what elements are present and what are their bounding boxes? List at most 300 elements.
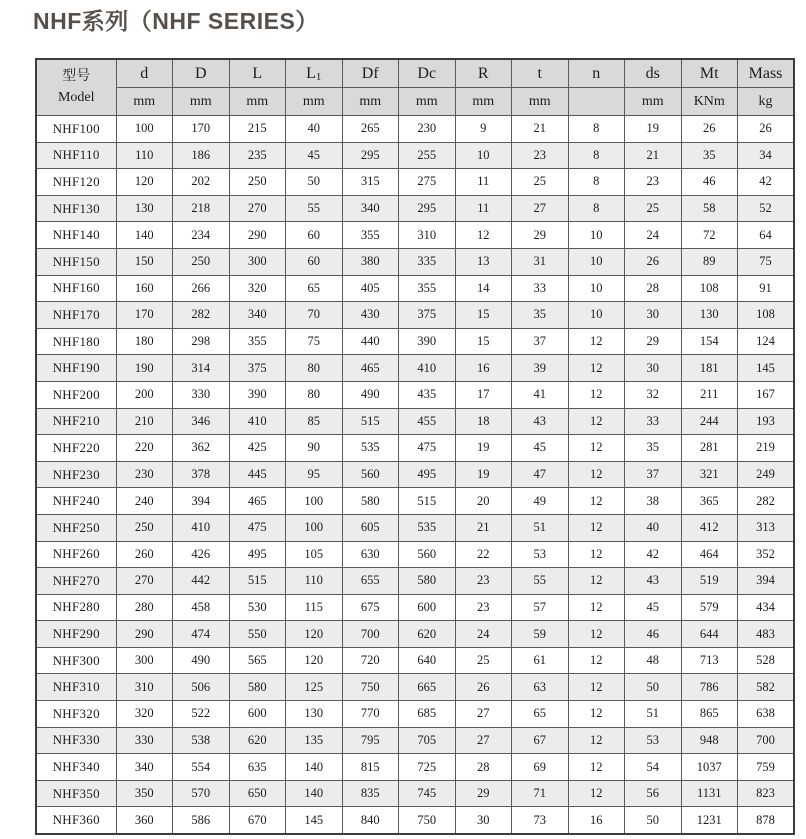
value-cell: 219 <box>738 435 795 462</box>
value-cell: 528 <box>738 647 795 674</box>
value-cell: 795 <box>342 727 399 754</box>
value-cell: 560 <box>342 461 399 488</box>
value-cell: 1131 <box>681 780 738 807</box>
value-cell: 310 <box>399 222 456 249</box>
value-cell: 605 <box>342 514 399 541</box>
model-cell: NHF140 <box>36 222 116 249</box>
value-cell: 80 <box>286 355 343 382</box>
value-cell: 644 <box>681 621 738 648</box>
column-header-model-en: Model <box>57 89 95 105</box>
model-cell: NHF260 <box>36 541 116 568</box>
model-cell: NHF150 <box>36 248 116 275</box>
model-cell: NHF350 <box>36 780 116 807</box>
value-cell: 260 <box>116 541 173 568</box>
value-cell: 10 <box>568 248 625 275</box>
value-cell: 35 <box>512 302 569 329</box>
value-cell: 10 <box>568 275 625 302</box>
value-cell: 340 <box>229 302 286 329</box>
value-cell: 30 <box>455 807 512 834</box>
value-cell: 145 <box>738 355 795 382</box>
table-row <box>36 594 794 621</box>
table-row <box>36 754 794 781</box>
model-cell: NHF180 <box>36 328 116 355</box>
value-cell: 360 <box>116 807 173 834</box>
value-cell: 55 <box>286 195 343 222</box>
value-cell: 23 <box>455 568 512 595</box>
value-cell: 32 <box>625 381 682 408</box>
value-cell: 560 <box>399 541 456 568</box>
value-cell: 130 <box>681 302 738 329</box>
value-cell: 21 <box>512 116 569 143</box>
value-cell: 12 <box>568 754 625 781</box>
value-cell: 295 <box>399 195 456 222</box>
value-cell: 580 <box>229 674 286 701</box>
value-cell: 42 <box>625 541 682 568</box>
value-cell: 29 <box>625 328 682 355</box>
value-cell: 490 <box>173 647 230 674</box>
value-cell: 700 <box>342 621 399 648</box>
value-cell: 620 <box>399 621 456 648</box>
value-cell: 89 <box>681 248 738 275</box>
value-cell: 394 <box>738 568 795 595</box>
value-cell: 483 <box>738 621 795 648</box>
value-cell: 38 <box>625 488 682 515</box>
value-cell: 67 <box>512 727 569 754</box>
value-cell: 458 <box>173 594 230 621</box>
value-cell: 426 <box>173 541 230 568</box>
value-cell: 120 <box>286 647 343 674</box>
value-cell: 160 <box>116 275 173 302</box>
value-cell: 170 <box>173 116 230 143</box>
value-cell: 12 <box>568 541 625 568</box>
value-cell: 19 <box>455 435 512 462</box>
value-cell: 24 <box>625 222 682 249</box>
column-header-label: ds <box>625 59 682 88</box>
value-cell: 570 <box>173 780 230 807</box>
value-cell: 300 <box>116 647 173 674</box>
value-cell: 11 <box>455 195 512 222</box>
value-cell: 120 <box>116 169 173 196</box>
table-row <box>36 727 794 754</box>
value-cell: 266 <box>173 275 230 302</box>
value-cell: 290 <box>116 621 173 648</box>
value-cell: 340 <box>116 754 173 781</box>
value-cell: 115 <box>286 594 343 621</box>
value-cell: 8 <box>568 142 625 169</box>
model-cell: NHF290 <box>36 621 116 648</box>
value-cell: 434 <box>738 594 795 621</box>
value-cell: 250 <box>229 169 286 196</box>
value-cell: 320 <box>116 701 173 728</box>
value-cell: 53 <box>512 541 569 568</box>
model-cell: NHF270 <box>36 568 116 595</box>
value-cell: 72 <box>681 222 738 249</box>
column-header-label: L <box>229 59 286 88</box>
model-cell: NHF230 <box>36 461 116 488</box>
value-cell: 145 <box>286 807 343 834</box>
value-cell: 640 <box>399 647 456 674</box>
value-cell: 412 <box>681 514 738 541</box>
model-cell: NHF240 <box>36 488 116 515</box>
value-cell: 69 <box>512 754 569 781</box>
value-cell: 378 <box>173 461 230 488</box>
model-cell: NHF100 <box>36 116 116 143</box>
value-cell: 320 <box>229 275 286 302</box>
value-cell: 51 <box>512 514 569 541</box>
value-cell: 282 <box>738 488 795 515</box>
value-cell: 282 <box>173 302 230 329</box>
value-cell: 26 <box>625 248 682 275</box>
value-cell: 50 <box>625 674 682 701</box>
value-cell: 8 <box>568 169 625 196</box>
model-cell: NHF190 <box>36 355 116 382</box>
value-cell: 45 <box>286 142 343 169</box>
value-cell: 167 <box>738 381 795 408</box>
value-cell: 181 <box>681 355 738 382</box>
value-cell: 362 <box>173 435 230 462</box>
model-cell: NHF160 <box>36 275 116 302</box>
value-cell: 26 <box>681 116 738 143</box>
value-cell: 23 <box>625 169 682 196</box>
table-row <box>36 568 794 595</box>
value-cell: 582 <box>738 674 795 701</box>
value-cell: 60 <box>286 222 343 249</box>
value-cell: 63 <box>512 674 569 701</box>
value-cell: 475 <box>229 514 286 541</box>
value-cell: 586 <box>173 807 230 834</box>
value-cell: 19 <box>625 116 682 143</box>
table-row <box>36 541 794 568</box>
table-row <box>36 275 794 302</box>
column-header-unit: KNm <box>681 88 738 116</box>
value-cell: 835 <box>342 780 399 807</box>
value-cell: 71 <box>512 780 569 807</box>
value-cell: 65 <box>512 701 569 728</box>
value-cell: 130 <box>286 701 343 728</box>
value-cell: 350 <box>116 780 173 807</box>
value-cell: 211 <box>681 381 738 408</box>
value-cell: 445 <box>229 461 286 488</box>
value-cell: 80 <box>286 381 343 408</box>
value-cell: 313 <box>738 514 795 541</box>
value-cell: 140 <box>116 222 173 249</box>
value-cell: 73 <box>512 807 569 834</box>
value-cell: 100 <box>116 116 173 143</box>
model-cell: NHF170 <box>36 302 116 329</box>
value-cell: 538 <box>173 727 230 754</box>
value-cell: 440 <box>342 328 399 355</box>
header-unit-row <box>36 88 794 116</box>
table-row <box>36 116 794 143</box>
value-cell: 9 <box>455 116 512 143</box>
value-cell: 35 <box>681 142 738 169</box>
value-cell: 30 <box>625 302 682 329</box>
value-cell: 100 <box>286 488 343 515</box>
table-body <box>36 116 794 835</box>
value-cell: 14 <box>455 275 512 302</box>
column-header-model <box>36 59 116 116</box>
value-cell: 43 <box>512 408 569 435</box>
table-row <box>36 674 794 701</box>
value-cell: 30 <box>625 355 682 382</box>
value-cell: 475 <box>399 435 456 462</box>
column-header-label: Df <box>342 59 399 88</box>
value-cell: 193 <box>738 408 795 435</box>
table-row <box>36 514 794 541</box>
value-cell: 255 <box>399 142 456 169</box>
value-cell: 12 <box>568 594 625 621</box>
table-row <box>36 647 794 674</box>
value-cell: 15 <box>455 302 512 329</box>
value-cell: 70 <box>286 302 343 329</box>
value-cell: 720 <box>342 647 399 674</box>
value-cell: 280 <box>116 594 173 621</box>
value-cell: 54 <box>625 754 682 781</box>
table-row <box>36 435 794 462</box>
value-cell: 27 <box>455 701 512 728</box>
value-cell: 12 <box>568 488 625 515</box>
value-cell: 47 <box>512 461 569 488</box>
model-cell: NHF210 <box>36 408 116 435</box>
value-cell: 140 <box>286 754 343 781</box>
column-header-label: t <box>512 59 569 88</box>
value-cell: 20 <box>455 488 512 515</box>
value-cell: 55 <box>512 568 569 595</box>
value-cell: 630 <box>342 541 399 568</box>
value-cell: 64 <box>738 222 795 249</box>
value-cell: 878 <box>738 807 795 834</box>
value-cell: 28 <box>625 275 682 302</box>
column-header-unit: mm <box>455 88 512 116</box>
value-cell: 786 <box>681 674 738 701</box>
value-cell: 554 <box>173 754 230 781</box>
value-cell: 650 <box>229 780 286 807</box>
value-cell: 17 <box>455 381 512 408</box>
value-cell: 48 <box>625 647 682 674</box>
value-cell: 40 <box>286 116 343 143</box>
table-row <box>36 381 794 408</box>
column-header-unit: mm <box>512 88 569 116</box>
column-header-label: Dc <box>399 59 456 88</box>
value-cell: 16 <box>568 807 625 834</box>
table-row <box>36 461 794 488</box>
value-cell: 24 <box>455 621 512 648</box>
value-cell: 230 <box>116 461 173 488</box>
value-cell: 10 <box>455 142 512 169</box>
value-cell: 295 <box>342 142 399 169</box>
value-cell: 218 <box>173 195 230 222</box>
value-cell: 700 <box>738 727 795 754</box>
value-cell: 186 <box>173 142 230 169</box>
value-cell: 12 <box>568 701 625 728</box>
value-cell: 18 <box>455 408 512 435</box>
value-cell: 8 <box>568 116 625 143</box>
value-cell: 21 <box>625 142 682 169</box>
value-cell: 27 <box>512 195 569 222</box>
value-cell: 315 <box>342 169 399 196</box>
value-cell: 515 <box>342 408 399 435</box>
value-cell: 580 <box>399 568 456 595</box>
value-cell: 725 <box>399 754 456 781</box>
value-cell: 12 <box>568 461 625 488</box>
value-cell: 759 <box>738 754 795 781</box>
value-cell: 10 <box>568 222 625 249</box>
value-cell: 180 <box>116 328 173 355</box>
value-cell: 34 <box>738 142 795 169</box>
value-cell: 515 <box>229 568 286 595</box>
value-cell: 435 <box>399 381 456 408</box>
value-cell: 12 <box>568 621 625 648</box>
column-header-unit: mm <box>116 88 173 116</box>
value-cell: 12 <box>568 780 625 807</box>
value-cell: 250 <box>173 248 230 275</box>
value-cell: 12 <box>568 435 625 462</box>
column-header-unit: mm <box>625 88 682 116</box>
value-cell: 220 <box>116 435 173 462</box>
value-cell: 298 <box>173 328 230 355</box>
value-cell: 352 <box>738 541 795 568</box>
value-cell: 110 <box>286 568 343 595</box>
model-cell: NHF360 <box>36 807 116 834</box>
value-cell: 200 <box>116 381 173 408</box>
value-cell: 321 <box>681 461 738 488</box>
page-title: NHF系列（NHF SERIES） <box>33 8 319 34</box>
value-cell: 57 <box>512 594 569 621</box>
value-cell: 600 <box>399 594 456 621</box>
value-cell: 815 <box>342 754 399 781</box>
value-cell: 390 <box>399 328 456 355</box>
value-cell: 290 <box>229 222 286 249</box>
value-cell: 270 <box>229 195 286 222</box>
model-cell: NHF310 <box>36 674 116 701</box>
value-cell: 495 <box>229 541 286 568</box>
value-cell: 249 <box>738 461 795 488</box>
table-row <box>36 142 794 169</box>
value-cell: 455 <box>399 408 456 435</box>
value-cell: 95 <box>286 461 343 488</box>
value-cell: 375 <box>229 355 286 382</box>
value-cell: 52 <box>738 195 795 222</box>
value-cell: 12 <box>455 222 512 249</box>
value-cell: 506 <box>173 674 230 701</box>
value-cell: 26 <box>455 674 512 701</box>
value-cell: 46 <box>625 621 682 648</box>
value-cell: 108 <box>738 302 795 329</box>
value-cell: 124 <box>738 328 795 355</box>
value-cell: 665 <box>399 674 456 701</box>
value-cell: 330 <box>116 727 173 754</box>
value-cell: 25 <box>455 647 512 674</box>
value-cell: 33 <box>512 275 569 302</box>
value-cell: 49 <box>512 488 569 515</box>
table-row <box>36 408 794 435</box>
value-cell: 190 <box>116 355 173 382</box>
value-cell: 410 <box>173 514 230 541</box>
value-cell: 29 <box>512 222 569 249</box>
value-cell: 90 <box>286 435 343 462</box>
value-cell: 25 <box>625 195 682 222</box>
value-cell: 35 <box>625 435 682 462</box>
model-cell: NHF200 <box>36 381 116 408</box>
value-cell: 405 <box>342 275 399 302</box>
value-cell: 10 <box>568 302 625 329</box>
value-cell: 579 <box>681 594 738 621</box>
value-cell: 530 <box>229 594 286 621</box>
value-cell: 110 <box>116 142 173 169</box>
column-header-unit: mm <box>342 88 399 116</box>
model-cell: NHF300 <box>36 647 116 674</box>
value-cell: 355 <box>342 222 399 249</box>
value-cell: 840 <box>342 807 399 834</box>
table-header <box>36 59 794 116</box>
value-cell: 43 <box>625 568 682 595</box>
value-cell: 202 <box>173 169 230 196</box>
value-cell: 535 <box>342 435 399 462</box>
column-header-label: n <box>568 59 625 88</box>
value-cell: 265 <box>342 116 399 143</box>
value-cell: 442 <box>173 568 230 595</box>
value-cell: 430 <box>342 302 399 329</box>
value-cell: 140 <box>286 780 343 807</box>
value-cell: 130 <box>116 195 173 222</box>
value-cell: 37 <box>512 328 569 355</box>
table-row <box>36 195 794 222</box>
value-cell: 550 <box>229 621 286 648</box>
table-row <box>36 328 794 355</box>
value-cell: 675 <box>342 594 399 621</box>
value-cell: 61 <box>512 647 569 674</box>
value-cell: 565 <box>229 647 286 674</box>
column-header-model-cn: 型号 <box>62 69 91 85</box>
value-cell: 59 <box>512 621 569 648</box>
value-cell: 250 <box>116 514 173 541</box>
value-cell: 210 <box>116 408 173 435</box>
value-cell: 655 <box>342 568 399 595</box>
value-cell: 580 <box>342 488 399 515</box>
model-cell: NHF340 <box>36 754 116 781</box>
value-cell: 394 <box>173 488 230 515</box>
value-cell: 56 <box>625 780 682 807</box>
value-cell: 346 <box>173 408 230 435</box>
table-row <box>36 169 794 196</box>
value-cell: 310 <box>116 674 173 701</box>
table-row <box>36 807 794 834</box>
value-cell: 41 <box>512 381 569 408</box>
value-cell: 28 <box>455 754 512 781</box>
column-header-unit <box>568 88 625 116</box>
value-cell: 230 <box>399 116 456 143</box>
value-cell: 270 <box>116 568 173 595</box>
column-header-label: Mass <box>738 59 795 88</box>
value-cell: 25 <box>512 169 569 196</box>
column-header-label: $L_1$ <box>286 59 343 88</box>
value-cell: 12 <box>568 355 625 382</box>
value-cell: 58 <box>681 195 738 222</box>
value-cell: 465 <box>229 488 286 515</box>
value-cell: 16 <box>455 355 512 382</box>
table-row <box>36 621 794 648</box>
model-cell: NHF120 <box>36 169 116 196</box>
value-cell: 23 <box>512 142 569 169</box>
column-header-label: d <box>116 59 173 88</box>
model-cell: NHF280 <box>36 594 116 621</box>
value-cell: 12 <box>568 674 625 701</box>
value-cell: 244 <box>681 408 738 435</box>
value-cell: 495 <box>399 461 456 488</box>
column-header-unit: mm <box>173 88 230 116</box>
table-row <box>36 248 794 275</box>
value-cell: 865 <box>681 701 738 728</box>
